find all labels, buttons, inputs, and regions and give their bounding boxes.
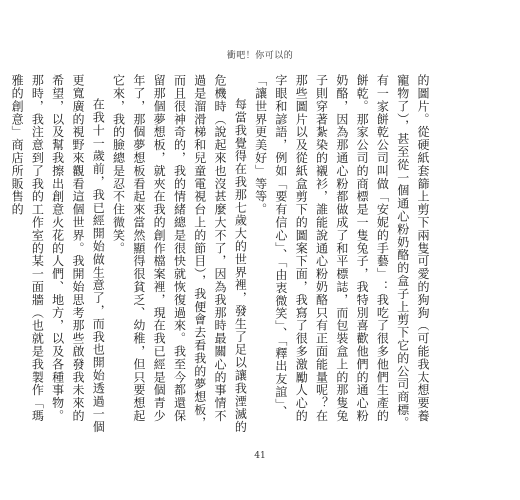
running-header: 衝吧！你可以的 [226,51,294,61]
vertical-text-body [10,74,433,434]
paragraph-continuation: 的圖片。從硬紙套篩上剪下兩隻可愛的狗狗（可能我太想要養寵物了），甚至從一個通心粉奶酪的盒子上剪下它的公司商標。有一家餅乾公司叫做「安妮的手藝」：我吃了很多他們生產的餅乾。那家公司的商標是一隻兔子，我特別喜歡他們的通心粉奶酪，因為那通心粉都做成了和平標誌，而包裝盒上的那隻兔子則穿著紮染的襯衫，誰能說通心粉奶酪只有正面能量呢？在那些圖片以及從紙盒剪下的圖案下面，我寫了很多激勵人心的字眼和諺語，例如「要有信心」、「由衷微笑」、「釋出友誼」、「讓世界更美好」等等。 [253,74,430,430]
page-number: 41 [254,451,266,461]
paragraph: 在我十一歲前，我已經開始做生意了，而我也開始透過一個更寬廣的視野來觀看這個世界。我開始思考那些啟發我未來的希望，以及幫我擦出創意火花的人們、地方，以及各種事物。那時，我注意到了我的工作室的某一面牆（也就是我製作「瑪雅的創意」商店所販售的 [10,74,106,434]
paragraph: 每當我覺得在我那七歲大的世界裡，發生了足以讓我湮滅的危機時（說起來也沒甚麼大不了，因為我那時最關心的事情不過是溜滑梯和兒童電視台上的節目），我便會去看我的夢想板，而且很神奇的，我的情緒總是很快就恢復過來。我至今都還保留那個夢想板，就夾在我的創作檔案裡，現在我已經是個青少年了，那個夢想板看起來當然顯得很貧乏、幼稚，但只要想起它來，我的臉總是忍不住微笑。 [111,74,248,434]
